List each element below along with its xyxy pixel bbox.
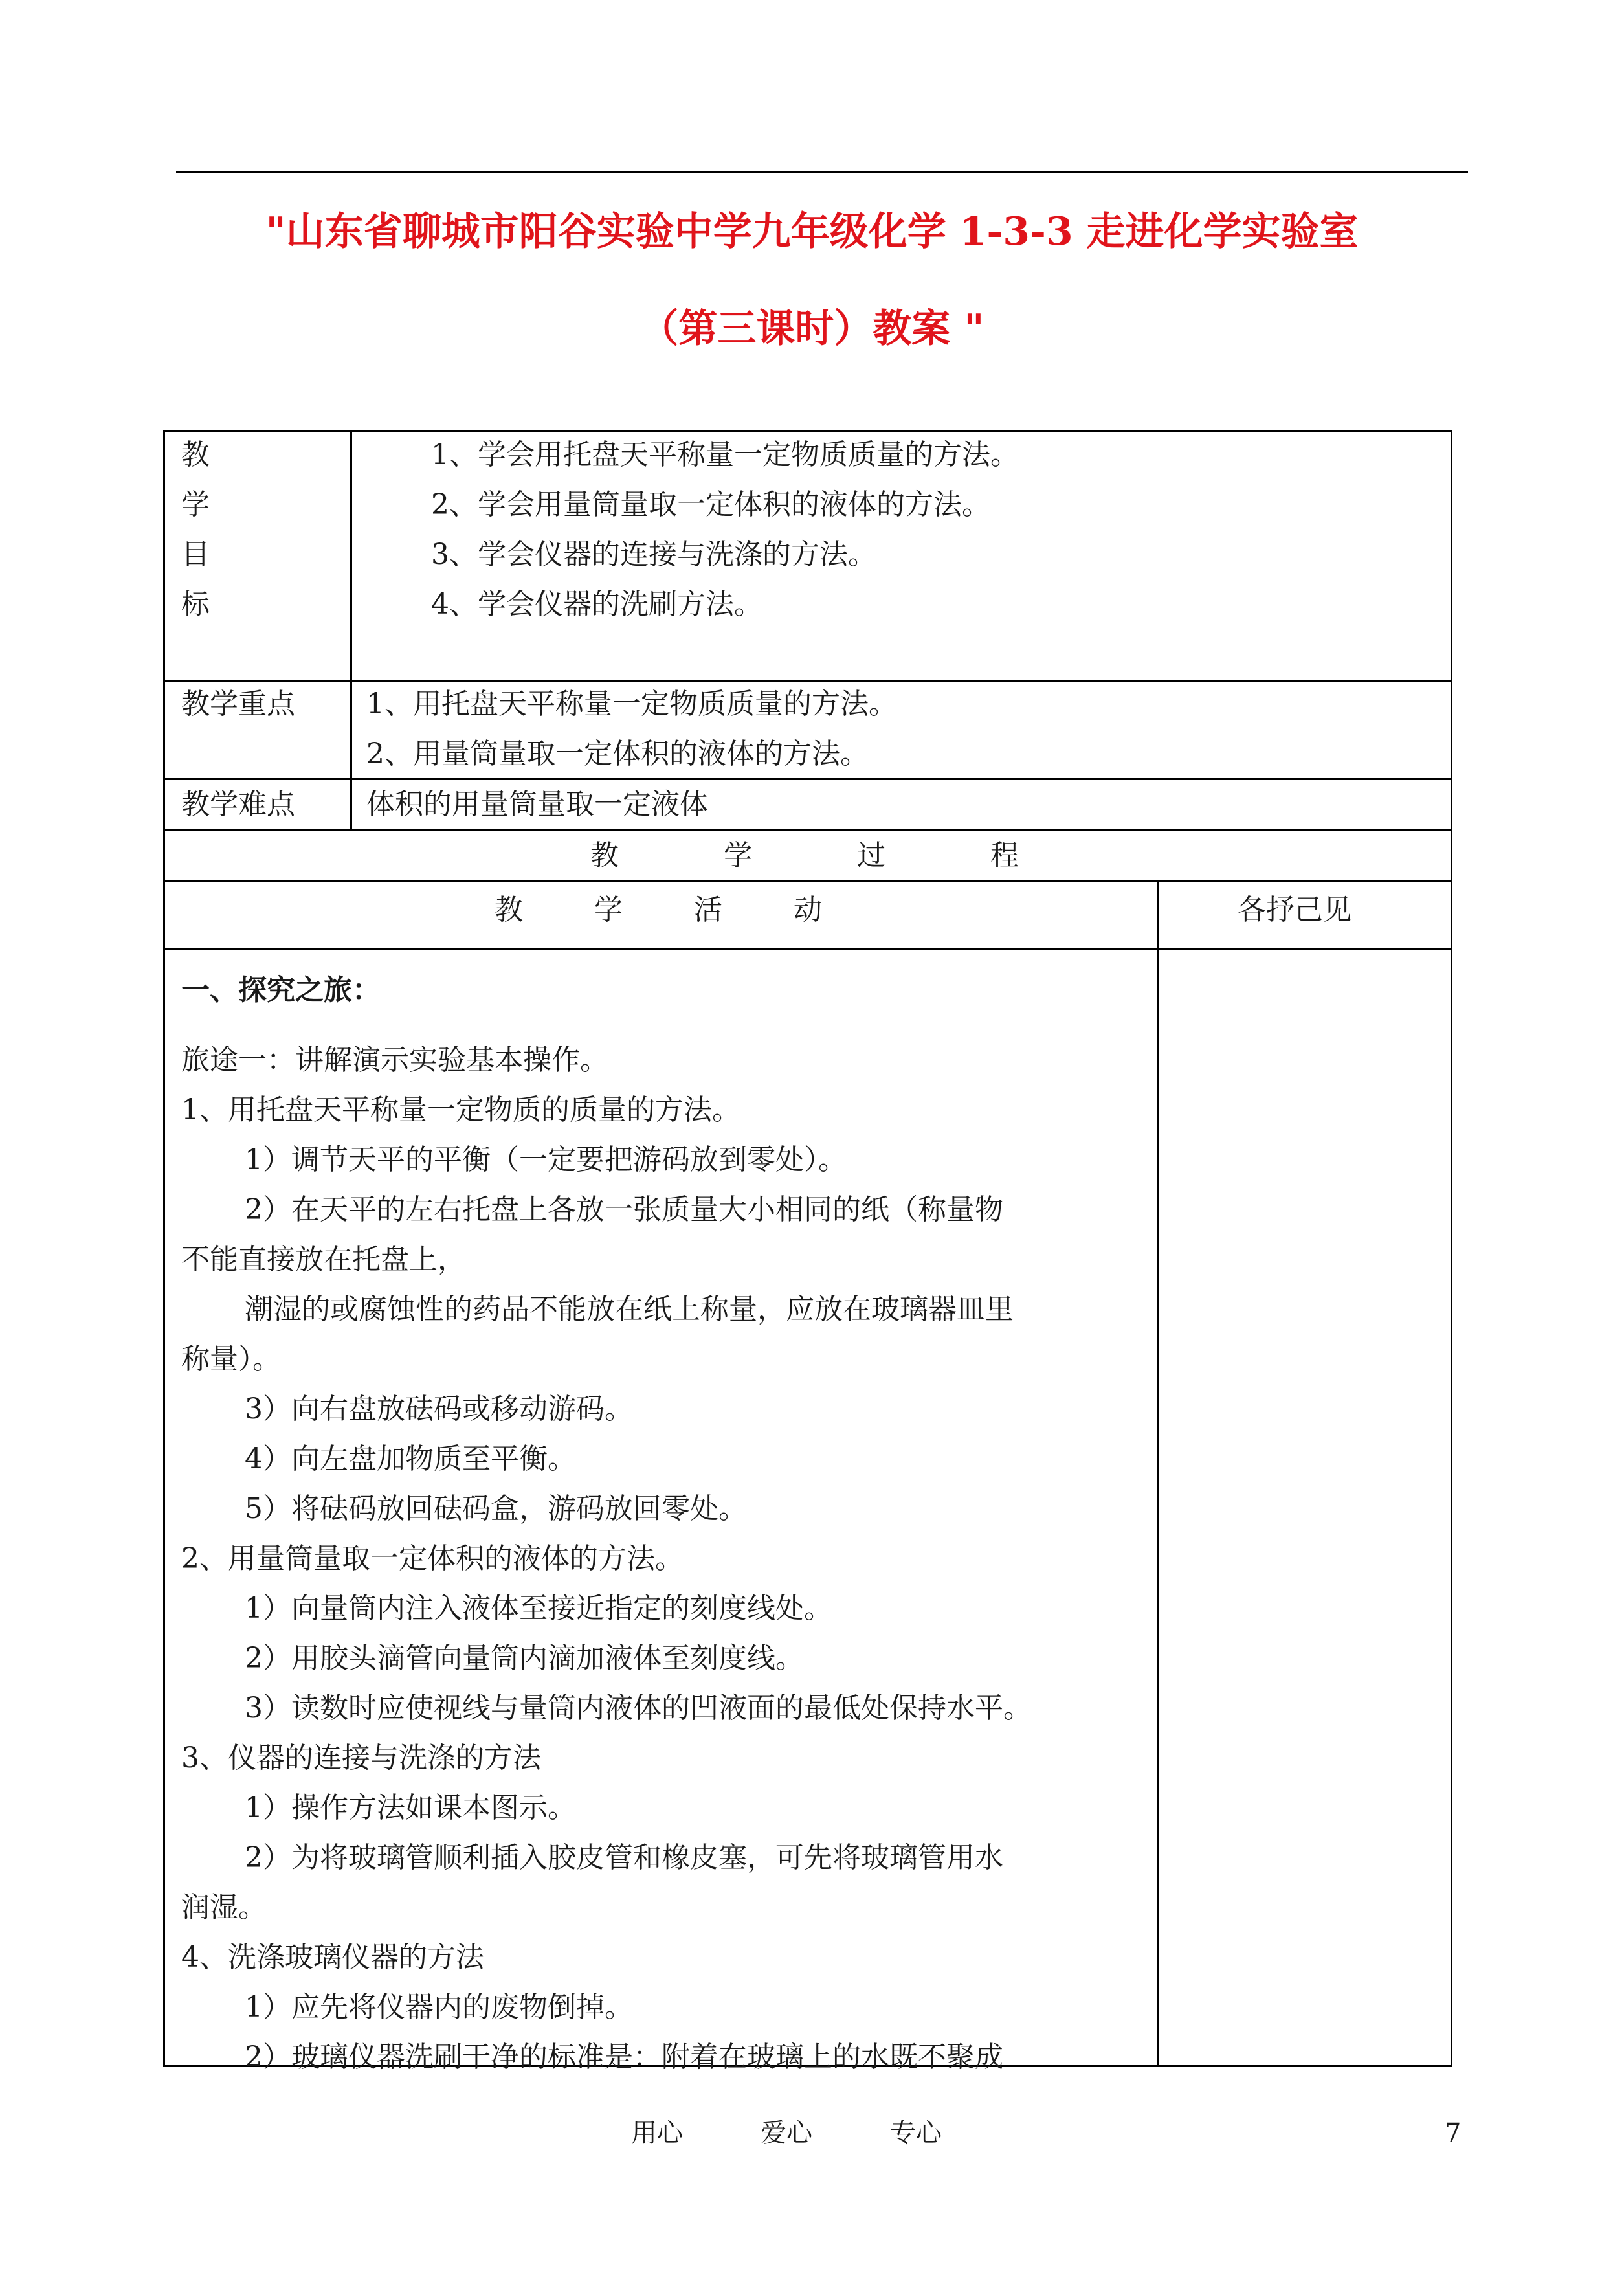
table-border-left [163,430,165,2067]
row-divider-2 [163,778,1452,780]
body-line: 不能直接放在托盘上， [181,1243,466,1276]
objective-item: 3、学会仪器的连接与洗涤的方法。 [431,538,876,571]
body-line: 润湿。 [181,1891,267,1924]
process-header-char: 教 [590,839,619,872]
objectives-label-char: 目 [181,538,210,571]
objective-item: 2、学会用量筒量取一定体积的液体的方法。 [431,488,990,521]
body-line: 旅途一：讲解演示实验基本操作。 [181,1044,608,1077]
objective-item: 1、学会用托盘天平称量一定物质质量的方法。 [431,438,1019,471]
process-header-char: 学 [724,839,752,872]
row-divider-5 [163,948,1452,950]
page-number: 7 [1445,2118,1462,2148]
header-rule [176,171,1468,173]
activity-header-char: 活 [694,893,722,926]
body-line: 5）将砝码放回砝码盒，游码放回零处。 [245,1492,747,1525]
opinion-header: 各抒己见 [1238,893,1351,926]
difficulty-label: 教学难点 [181,788,295,821]
key-point-item: 1、用托盘天平称量一定物质质量的方法。 [366,688,897,721]
activity-header-char: 教 [495,893,523,926]
footer-word: 爱心 [761,2118,812,2148]
section-title: 一、探究之旅： [181,974,381,1007]
body-line: 2、用量筒量取一定体积的液体的方法。 [181,1542,684,1575]
body-line: 2）为将玻璃管顺利插入胶皮管和橡皮塞，可先将玻璃管用水 [245,1841,1003,1874]
body-line: 2）用胶头滴管向量筒内滴加液体至刻度线。 [245,1642,804,1675]
objectives-label-char: 学 [181,488,210,521]
document-title-line-2: （第三课时）教案 " [640,306,984,352]
body-line: 4）向左盘加物质至平衡。 [245,1442,576,1475]
body-line: 4、洗涤玻璃仪器的方法 [181,1941,484,1974]
footer-word: 专心 [890,2118,942,2148]
table-border-top [163,430,1452,432]
process-header-char: 过 [857,839,885,872]
body-line: 1）应先将仪器内的废物倒掉。 [245,1991,633,2024]
objectives-label-char: 教 [181,438,210,471]
body-line: 3）向右盘放砝码或移动游码。 [245,1393,633,1426]
process-header-char: 程 [990,839,1019,872]
document-title-line-1: "山东省聊城市阳谷实验中学九年级化学 1-3-3 走进化学实验室 [265,209,1359,254]
key-point-item: 2、用量筒量取一定体积的液体的方法。 [366,737,869,770]
body-line: 1）调节天平的平衡（一定要把游码放到零处）。 [245,1143,847,1176]
body-line: 潮湿的或腐蚀性的药品不能放在纸上称量，应放在玻璃器皿里 [245,1293,1014,1326]
activity-header-char: 动 [794,893,822,926]
row-divider-4 [163,880,1452,882]
objectives-label-char: 标 [181,588,210,621]
body-line: 1、用托盘天平称量一定物质的质量的方法。 [181,1093,740,1126]
difficulty-text: 体积的用量筒量取一定液体 [366,788,708,821]
body-line: 3、仪器的连接与洗涤的方法 [181,1741,541,1774]
objective-item: 4、学会仪器的洗刷方法。 [431,588,762,621]
key-points-label: 教学重点 [181,688,295,721]
body-line: 2）玻璃仪器洗刷干净的标准是：附着在玻璃上的水既不聚成 [245,2041,1003,2074]
row-divider-3 [163,829,1452,831]
activity-header-char: 学 [594,893,623,926]
body-line: 1）向量筒内注入液体至接近指定的刻度线处。 [245,1592,832,1625]
label-column-divider [350,430,352,830]
body-line: 1）操作方法如课本图示。 [245,1791,576,1824]
body-line: 3）读数时应使视线与量筒内液体的凹液面的最低处保持水平。 [245,1692,1032,1725]
opinion-column-divider [1157,880,1159,2067]
body-line: 2）在天平的左右托盘上各放一张质量大小相同的纸（称量物 [245,1193,1003,1226]
table-border-right [1451,430,1452,2067]
footer-word: 用心 [631,2118,683,2148]
body-line: 称量）。 [181,1343,281,1376]
row-divider-1 [163,680,1452,682]
